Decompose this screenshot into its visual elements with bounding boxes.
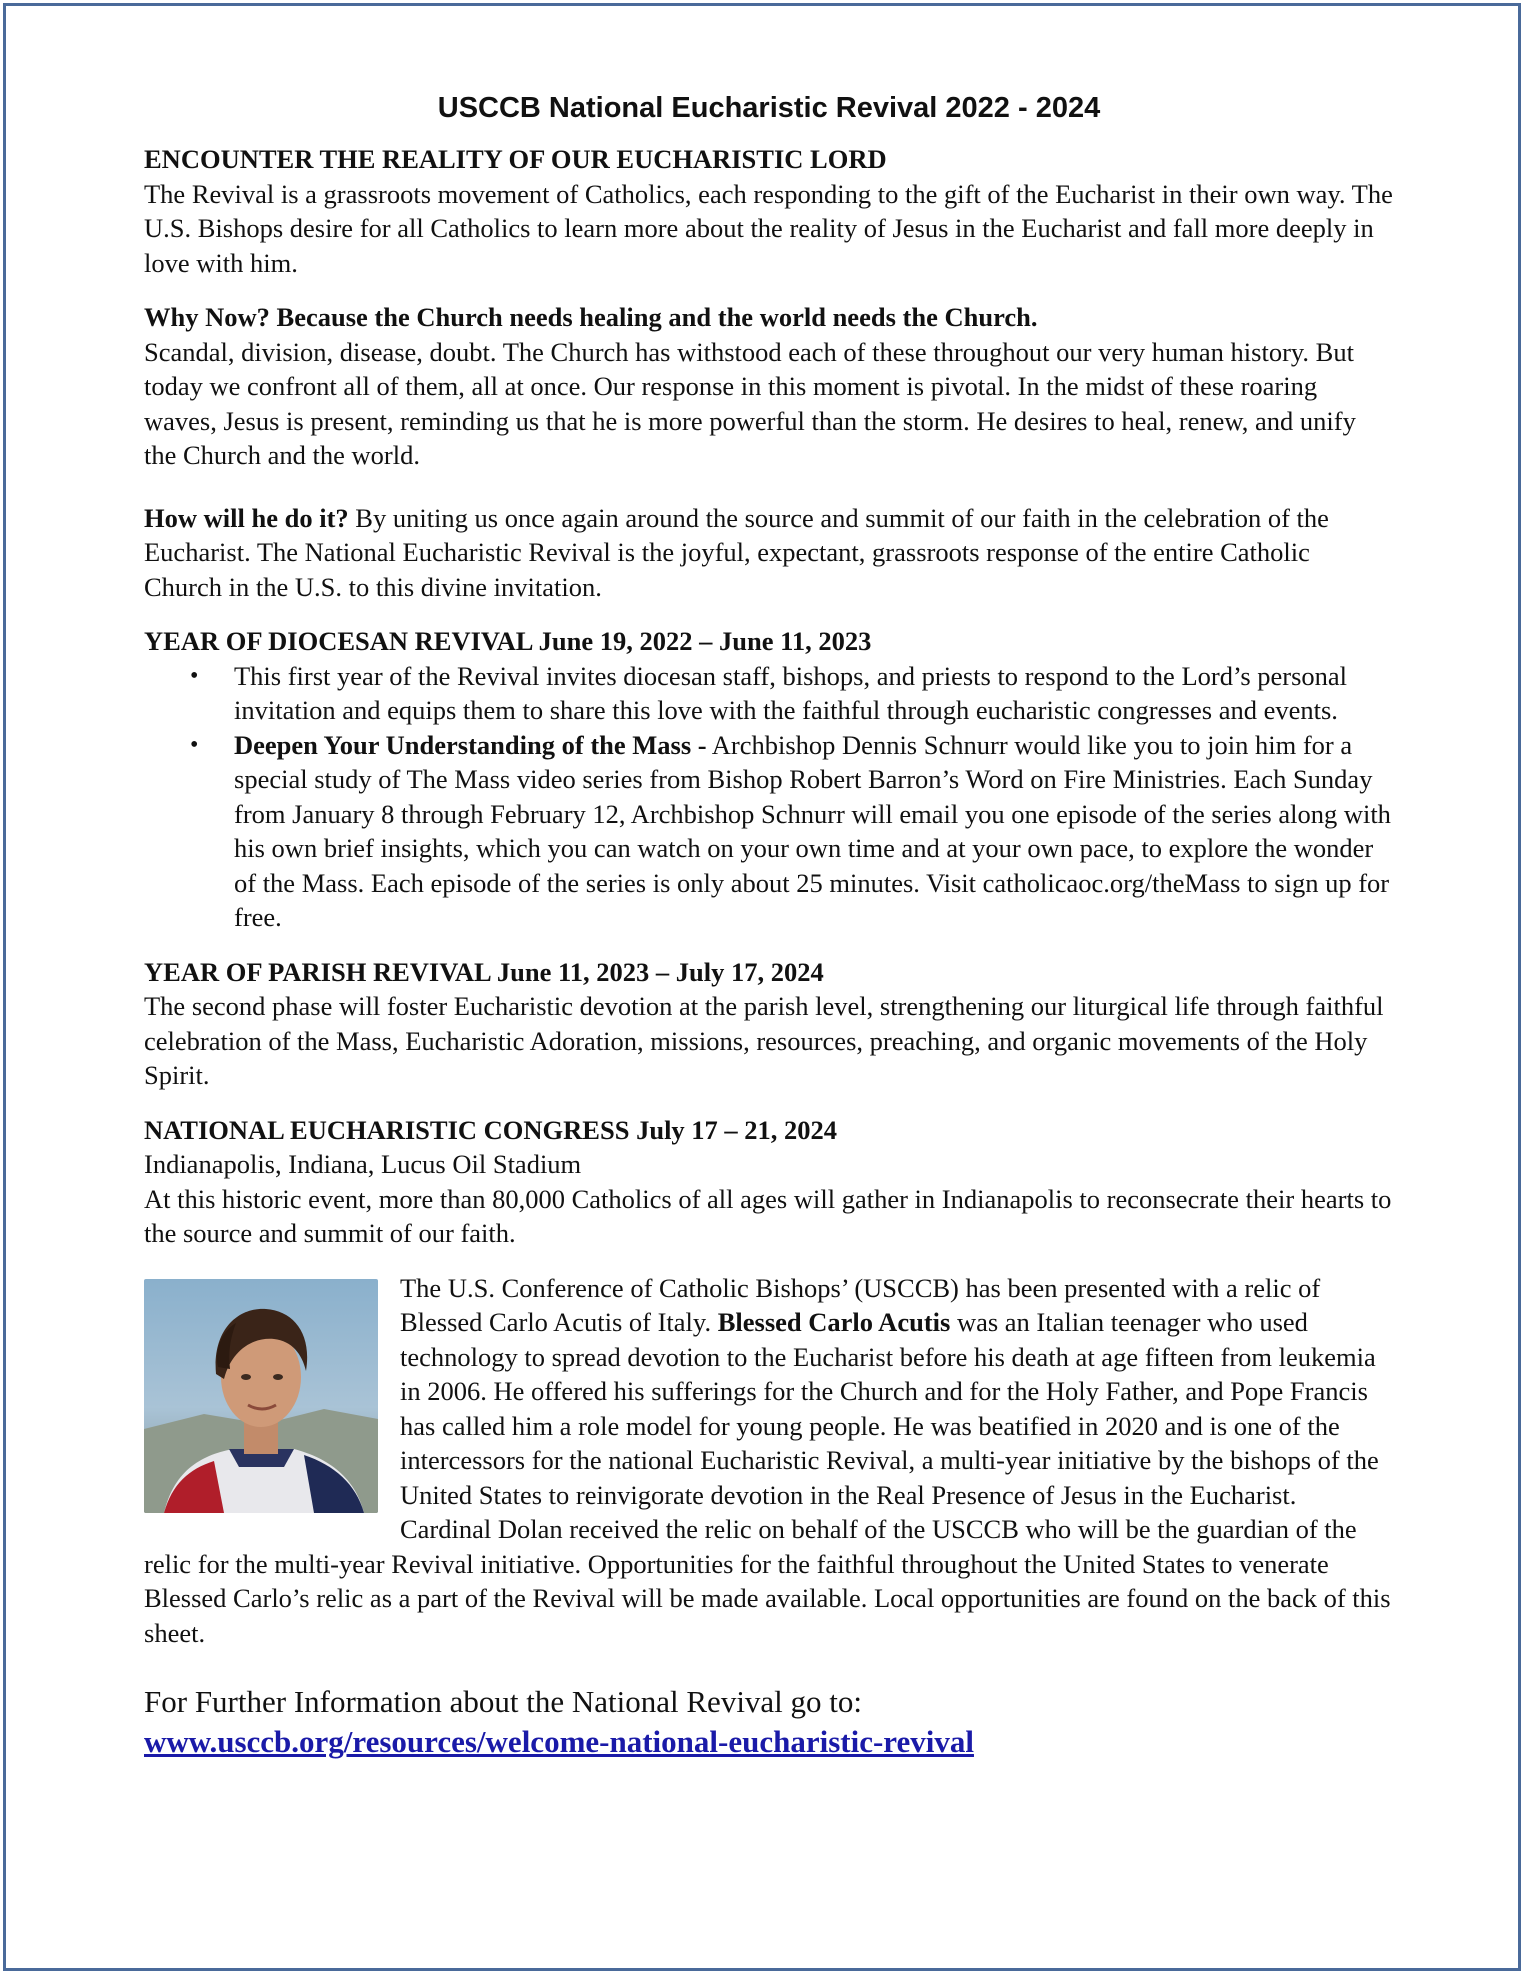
section-why-now	[144, 300, 1394, 473]
carlo-acutis-photo	[144, 1279, 378, 1513]
how-body: By uniting us once again around the source and summit of our faith in the celebration of the Eucharist. The National Eucharistic Revival is the joyful, expectant, grassroots response of the entire Catholic Church in the U.S. to this divine invitation.	[144, 502, 1329, 602]
encounter-body: The Revival is a grassroots movement of Catholics, each responding to the gift of the Eucharist in their own way. The U.S. Bishops desire for all Catholics to learn more about the reality of Jesus in the Eucharist and fall more deeply in love with him.	[144, 178, 1393, 278]
list-item	[234, 659, 1394, 728]
page-title: USCCB National Eucharistic Revival 2022 - 2024	[437, 92, 1101, 124]
diocesan-list	[144, 659, 1394, 935]
diocesan-bullet-2-lead: Deepen Your Understanding of the Mass -	[234, 729, 707, 760]
how-paragraph	[144, 501, 1394, 605]
relic-name: Blessed Carlo Acutis	[717, 1307, 951, 1337]
parish-heading: YEAR OF PARISH REVIVAL June 11, 2023 – July 17, 2024	[144, 956, 824, 987]
section-relic	[144, 1271, 1394, 1651]
revival-link[interactable]: www.usccb.org/resources/welcome-national-eucharistic-revival	[144, 1724, 974, 1759]
congress-body: At this historic event, more than 80,000 Catholics of all ages will gather in Indianapolis to reconsecrate their hearts to the source and summit of our faith.	[144, 1183, 1392, 1248]
diocesan-bullet-1: This first year of the Revival invites diocesan staff, bishops, and priests to respond to the Lord’s personal invitation and equips them to share this love with the faithful through eucharistic congresses and events.	[234, 660, 1348, 725]
why-now-body: Scandal, division, disease, doubt. The Church has withstood each of these throughout our very human history. But today we confront all of them, all at once. Our response in this moment is pivotal. In the midst of these roaring waves, Jesus is present, reminding us that he is more powerful than the storm. He desires to heal, renew, and unify the Church and the world.	[144, 336, 1356, 470]
section-diocesan	[144, 624, 1394, 935]
section-encounter	[144, 142, 1394, 280]
list-item	[234, 728, 1394, 935]
relic-text-2: was an Italian teenager who used technology to spread devotion to the Eucharist before his death at age fifteen from leukemia in 2006. He offered his sufferings for the Church and for the Holy Father, and Pope Francis has called him a role model for young people. He was beatified in 2020 and is one of the intercessors for the national Eucharistic Revival, a multi-year initiative by the bishops of the United States to reinvigorate devotion in the Real Presence of Jesus in the Eucharist. Cardinal Dolan received the relic on behalf of the USCCB who will be the guardian of the relic for the multi-year Revival initiative. Opportunities for the faithful throughout the United States to venerate Blessed Carlo’s relic as a part of the Revival will be made available. Local opportunities are found on the back of this sheet.	[144, 1307, 1391, 1648]
section-congress	[144, 1113, 1394, 1251]
how-lead: How will he do it?	[144, 502, 349, 533]
why-now-heading: Why Now? Because the Church needs healing and the world needs the Church.	[144, 302, 1038, 332]
congress-location: Indianapolis, Indiana, Lucus Oil Stadium	[144, 1149, 582, 1179]
document-page	[144, 88, 1394, 1762]
section-parish	[144, 955, 1394, 1093]
encounter-heading: ENCOUNTER THE REALITY OF OUR EUCHARISTIC LORD	[144, 144, 887, 174]
more-info-text: For Further Information about the National Revival go to:	[144, 1684, 863, 1719]
relic-text-1: The U.S. Conference of Catholic Bishops’ (USCCB) has been presented with a relic of Blessed Carlo Acutis of Italy.	[400, 1272, 1321, 1337]
section-how	[144, 501, 1394, 605]
diocesan-bullet-2-body: Archbishop Dennis Schnurr would like you to join him for a special study of The Mass video series from Bishop Robert Barron’s Word on Fire Ministries. Each Sunday from January 8 through February 12, Archbishop Schnurr will email you one episode of the series along with his own brief insights, which you can watch on your own time and at your own pace, to explore the wonder of the Mass. Each episode of the series is only about 25 minutes. Visit catholicaoc.org/theMass to sign up for free.	[234, 729, 1391, 932]
parish-body: The second phase will foster Eucharistic devotion at the parish level, strengthening our liturgical life through faithful celebration of the Mass, Eucharistic Adoration, missions, resources, preaching, and organic movements of the Holy Spirit.	[144, 991, 1384, 1090]
congress-heading: NATIONAL EUCHARISTIC CONGRESS July 17 – 21, 2024	[144, 1114, 838, 1145]
diocesan-heading: YEAR OF DIOCESAN REVIVAL June 19, 2022 – June 11, 2023	[144, 626, 872, 656]
